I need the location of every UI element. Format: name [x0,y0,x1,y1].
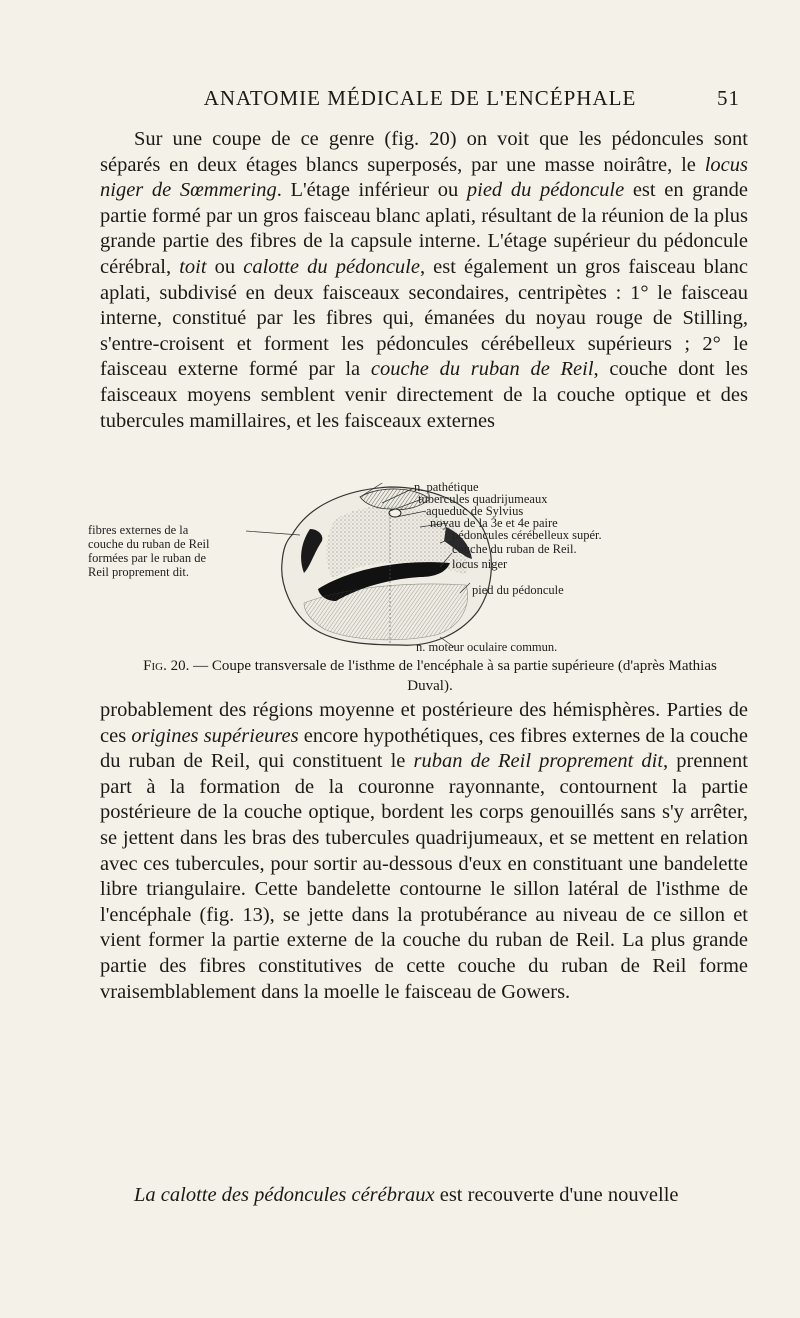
aqueduct-shape [389,509,401,517]
term-toit: toit [179,255,207,278]
label-pedoncules-cerebelleux: pédoncules cérébelleux supér. [452,528,602,542]
term-calotte: calotte du pédoncule [243,255,420,278]
figure-caption [130,656,730,696]
text-segment: est en grande partie formé par un gros faisceau blanc aplati, résultant de la réunion de la plus grande partie des fibres de la capsule interne. L'étage supérieur du pédoncule cérébral, [100,179,748,278]
text-segment: encore hypothétiques, ces fibres externes de la couche du ruban de Reil, qui constituent le [100,724,748,773]
label-fibres-line-2: couche du ruban de Reil [88,537,210,551]
text-segment: , prennent part à la formation de la couronne rayonnante, contournent la partie postérieure de la couche optique, bordent les corps genouillés sans s'y arrêter, se jettent dans les bras des tubercules quadrijumeaux, et se mettent en relation avec ces tubercules, pour sortir au-dessous d'eux en constituant une bandelette libre triangulaire. Cette bandelette contourne le sillon latéral de l'isthme de l'encéphale (fig. 13), se jette dans la protubérance au niveau de ce sillon et vient former la partie externe de la couche du ruban de Reil. La plus grande partie des fibres constitutives de cette couche du ruban de Reil forme vraisemblablement dans la moelle le faisceau de Gowers. [100,750,748,1003]
label-fibres-line-1: fibres externes de la [88,523,189,537]
paragraph-2 [100,698,748,1005]
label-locus-niger: locus niger [452,557,508,571]
term-calotte-pedoncules: La calotte des pédoncules cérébraux [134,1184,435,1206]
label-fibres-line-3: formées par le ruban de [88,551,206,565]
text-segment: Sur une coupe de ce genre (fig. 20) on voit que les pédoncules sont séparés en deux étages blancs superposés, par une masse noirâtre, le [100,128,748,176]
term-pied-du-pedoncule: pied du pédoncule [466,179,625,202]
term-locus-niger: locus niger de Sœmmering [100,153,748,202]
caption-text: — Coupe transversale de l'isthme de l'encéphale à sa partie supérieure (d'après Mathias Duval). [189,658,717,694]
text-segment: , est également un gros faisceau blanc aplati, subdivisé en deux faisceaux secondaires, centripètes : 1° le faisceau interne, constitué par les fibres qui, émanées du noyau rouge de Stilling, s'entre-croisent et forment les pédoncules cérébelleux supérieurs ; 2° le faisceau externe formé par la [100,255,748,381]
label-pied: pied du pédoncule [472,583,564,597]
caption-fig-number: Fig. 20. [143,658,190,674]
label-tubercules: tubercules quadrijumeaux [418,492,548,506]
label-aqueduc: aqueduc de Sylvius [426,504,524,518]
label-moteur-oculaire: n. moteur oculaire commun. [416,640,558,654]
text-segment: probablement des régions moyenne et postérieure des hémisphères. Parties de ces [100,699,748,747]
text-segment: est recouverte d'une nouvelle [434,1184,679,1206]
text-segment: , couche dont les faisceaux moyens semblent venir directement de la couche optique et des tubercules mamillaires, et les faisceaux externes [100,358,749,432]
term-ruban-de-reil: ruban de Reil proprement dit [413,750,664,773]
text-segment: . L'étage inférieur ou [276,179,467,202]
term-couche-du-ruban: couche du ruban de Reil [370,358,594,381]
running-title: ANATOMIE MÉDICALE DE L'ENCÉPHALE [203,86,637,110]
label-noyau: noyau de la 3e et 4e paire [430,516,558,530]
figure-20 [88,480,602,655]
term-origines-superieures: origines supérieures [131,724,299,747]
running-header [100,86,740,116]
text-segment: ou [206,255,244,278]
label-fibres-line-4: Reil proprement dit. [88,565,190,579]
label-n-pathetique: n. pathétique [414,480,479,494]
paragraph-3 [100,1183,748,1209]
page-number: 51 [717,86,740,110]
paragraph-1 [100,127,748,434]
label-couche-ruban: couche du ruban de Reil. [452,542,577,556]
